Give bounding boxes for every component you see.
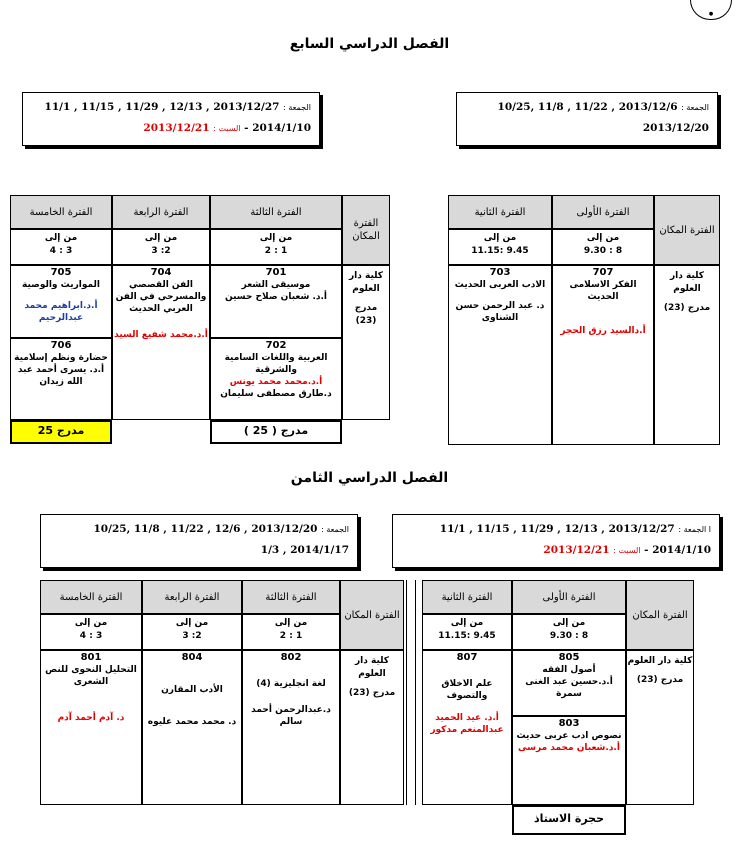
sem8-header-period-3: الفترة الثالثة bbox=[242, 580, 340, 614]
semester-7-title: الفصل الدراسي السابع bbox=[289, 36, 450, 52]
sem7-header-period-4: الفترة الرابعة bbox=[112, 195, 210, 229]
sem7-course-707: 707 الفكر الاسلامى الحديث أ.دالسيد رزق الحجر bbox=[552, 265, 654, 445]
sem7-course-706: 706 حضارة ونظم إسلامية أ.د. يسرى أحمد عبد الله زيدان bbox=[10, 338, 112, 420]
sem8-saturday-dates-box: ا الجمعة : 2013/12/27 , 12/13 , 11/29 , 11/15 , 11/1 2014/1/10 - السبت : 2013/12/21 bbox=[392, 514, 720, 568]
sem7-left-place-cell: كلية دار العلوم مدرج (23) bbox=[342, 265, 390, 420]
sem7-time-period-4: من إلى 2: 3 bbox=[112, 229, 210, 265]
university-logo: ● bbox=[690, 0, 732, 20]
sem7-time-period-5: من إلى 3 : 4 bbox=[10, 229, 112, 265]
sem7-left-header-place: الفترة المكان bbox=[342, 195, 390, 265]
sem7-header-period-2: الفترة الثانية bbox=[448, 195, 552, 229]
sem8-course-801: 801 التحليل النحوى للنص الشعرى د. آدم أحمد آدم bbox=[40, 650, 142, 805]
sem8-time-period-3: من إلى 1 : 2 bbox=[242, 614, 340, 650]
sem7-hall-25-period-5: مدرج 25 bbox=[10, 420, 112, 444]
sem8-time-period-1: من إلى 8 : 9.30 bbox=[512, 614, 626, 650]
sem7-right-place-cell: كلية دار العلوم مدرج (23) bbox=[654, 265, 720, 445]
sem7-header-period-5: الفترة الخامسة bbox=[10, 195, 112, 229]
sem8-professor-room: حجرة الاستاذ bbox=[512, 805, 626, 835]
sem7-hall-25-period-3: مدرج ( 25 ) bbox=[210, 420, 342, 444]
sem7-time-period-1: من إلى 8 : 9.30 bbox=[552, 229, 654, 265]
sem7-saturday-dates-box: الجمعة : 2013/12/27 , 12/13 , 11/29 , 11/15 , 11/1 2014/1/10 - السبت : 2013/12/21 bbox=[22, 92, 320, 146]
sem8-right-header-place: الفترة المكان bbox=[626, 580, 694, 650]
sem7-course-704: 704 الفن القصصي والمسرحي في الفن العربي الحديث أ.د.محمد شفيع السيد bbox=[112, 265, 210, 420]
sem8-left-place-cell: كلية دار العلوم مدرج (23) bbox=[340, 650, 404, 805]
sem7-time-period-2: من إلى 9.45 :11.15 bbox=[448, 229, 552, 265]
sem8-right-place-cell: كلية دار العلوم مدرج (23) bbox=[626, 650, 694, 805]
sem7-time-period-3: من إلى 1 : 2 bbox=[210, 229, 342, 265]
sem8-header-period-1: الفترة الأولى bbox=[512, 580, 626, 614]
sem8-header-period-2: الفترة الثانية bbox=[422, 580, 512, 614]
sem7-right-header-place: الفترة المكان bbox=[654, 195, 720, 265]
sem8-course-802: 802 لغة انجليزية (4) د.عبدالرحمن أحمد سالم bbox=[242, 650, 340, 805]
sem8-time-period-4: من إلى 2: 3 bbox=[142, 614, 242, 650]
sem7-course-701: 701 موسيقى الشعر أ.د. شعبان صلاح حسين bbox=[210, 265, 342, 338]
sem8-left-header-place: الفترة المكان bbox=[340, 580, 404, 650]
sem8-friday-dates-box: الجمعة : 2013/12/20 , 12/6 , 11/22 , 11/8 ,10/25 2014/1/17 , 1/3 bbox=[40, 514, 358, 568]
sem8-header-period-5: الفترة الخامسة bbox=[40, 580, 142, 614]
semester-8-title: الفصل الدراسي الثامن bbox=[290, 470, 449, 486]
sem8-course-807: 807 علم الاخلاق والتصوف أ.د. عيد الحميد عبدالمنعم مدكور bbox=[422, 650, 512, 805]
sem8-course-804: 804 الأدب المقارن د. محمد محمد عليوه bbox=[142, 650, 242, 805]
sem7-header-period-1: الفترة الأولى bbox=[552, 195, 654, 229]
sem8-time-period-5: من إلى 3 : 4 bbox=[40, 614, 142, 650]
sem8-time-period-2: من إلى 9.45 :11.15 bbox=[422, 614, 512, 650]
sem7-course-705: 705 المواريث والوصية أ.د.ابراهيم محمد عبدالرحيم bbox=[10, 265, 112, 338]
sem8-header-period-4: الفترة الرابعة bbox=[142, 580, 242, 614]
sem8-course-803: 803 نصوص ادب عربى حديث أ.د.شعبان محمد مرسى bbox=[512, 716, 626, 805]
sem7-header-period-3: الفترة الثالثة bbox=[210, 195, 342, 229]
sem8-course-805: 805 أصول الفقه أ.د.حسين عبد الغنى سمرة bbox=[512, 650, 626, 716]
sem7-friday-dates-box: الجمعة : 2013/12/6 , 11/22 , 11/8 ,10/25 2013/12/20 bbox=[456, 92, 718, 146]
sem7-course-702: 702 العربية واللغات السامية والشرقية أ.د.محمد محمد يونس د.طارق مصطفى سليمان bbox=[210, 338, 342, 420]
sem7-course-703: 703 الادب العربى الحديث د. عبد الرحمن حسن الشناوى bbox=[448, 265, 552, 445]
sem8-table-separator bbox=[406, 580, 416, 805]
